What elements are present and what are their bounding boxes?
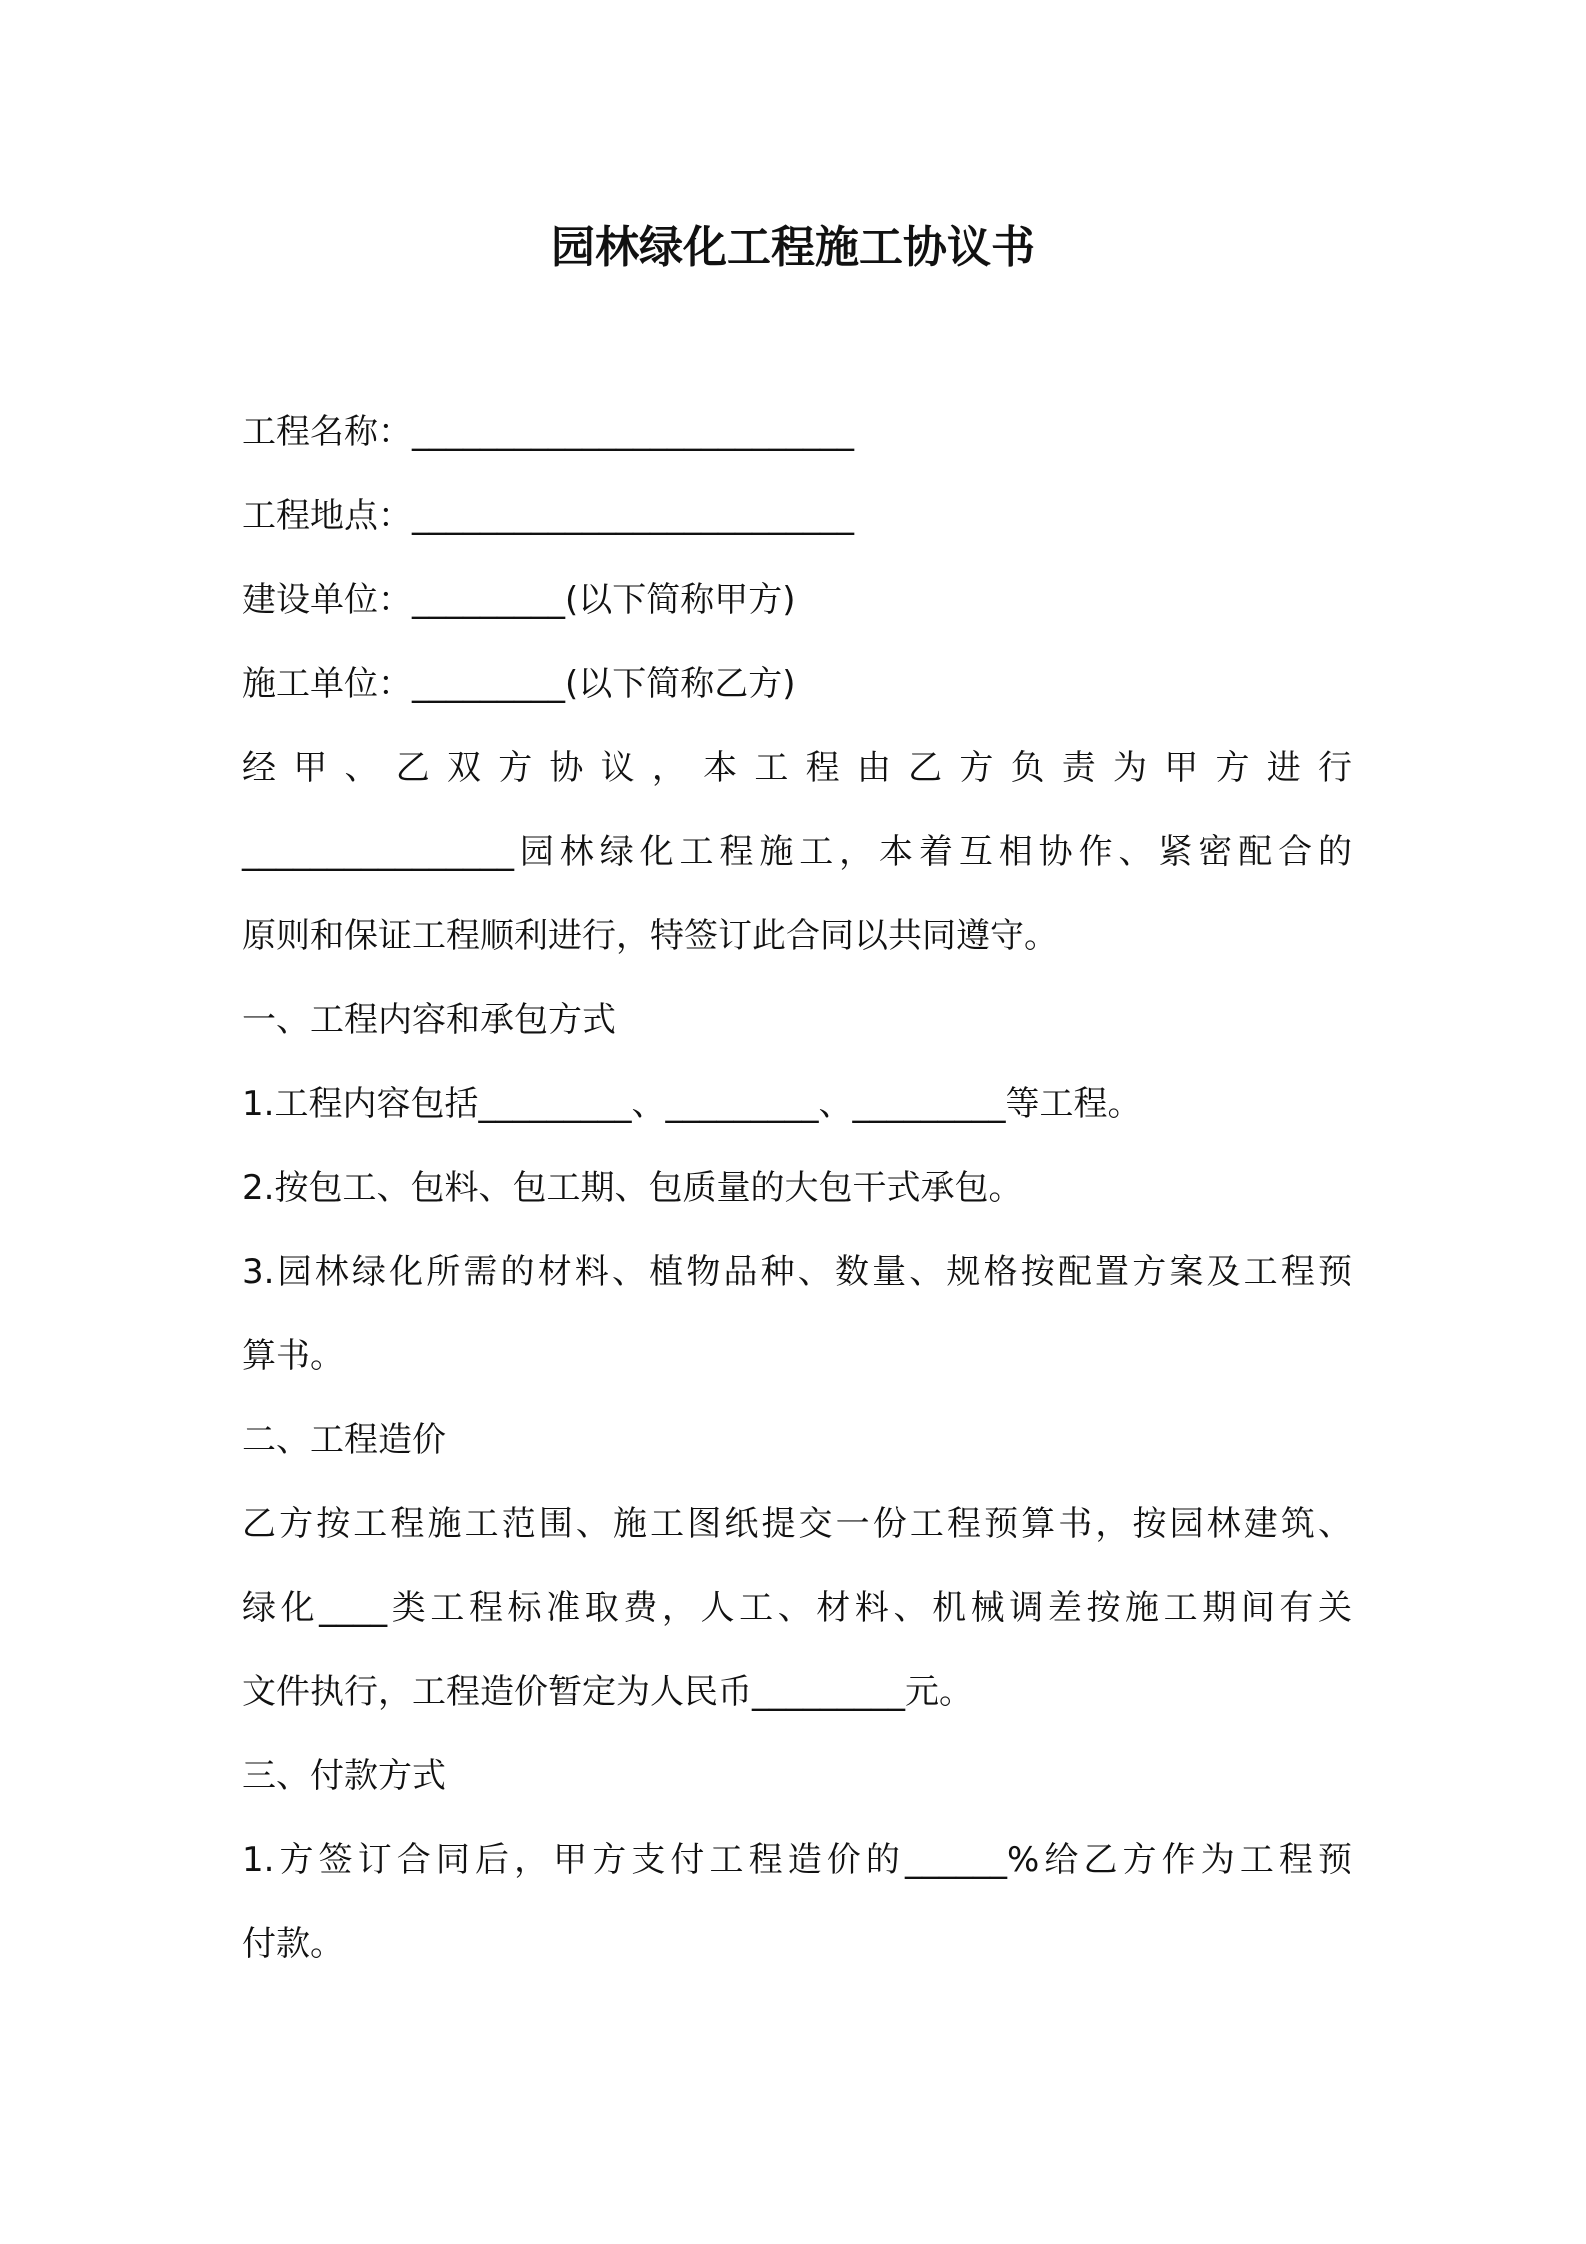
clause-3-1-line-2: 付款。 [242, 1924, 344, 1964]
document-title: 园林绿化工程施工协议书 [551, 222, 1035, 273]
clause-3-1-line-1: 1.方签订合同后，甲方支付工程造价的______%给乙方作为工程预 [242, 1840, 1352, 1880]
clause-2-line-2: 绿化____类工程标准取费，人工、材料、机械调差按施工期间有关 [242, 1588, 1352, 1628]
clause-2-line-1: 乙方按工程施工范围、施工图纸提交一份工程预算书，按园林建筑、 [242, 1504, 1352, 1544]
project-name-line: 工程名称：__________________________ [242, 412, 854, 452]
clause-1-1: 1.工程内容包括_________、_________、_________等工程。 [242, 1084, 1142, 1124]
clause-1-3-line-2: 算书。 [242, 1336, 344, 1376]
client-unit-line: 建设单位：_________(以下简称甲方) [242, 580, 796, 620]
section-heading-1: 一、工程内容和承包方式 [242, 1000, 616, 1040]
section-heading-2: 二、工程造价 [242, 1420, 446, 1460]
project-location-line: 工程地点：__________________________ [242, 496, 854, 536]
clause-2-line-3: 文件执行，工程造价暂定为人民币_________元。 [242, 1672, 973, 1712]
clause-1-2: 2.按包工、包料、包工期、包质量的大包干式承包。 [242, 1168, 1023, 1208]
clause-1-3-line-1: 3.园林绿化所需的材料、植物品种、数量、规格按配置方案及工程预 [242, 1252, 1352, 1292]
intro-paragraph-line-3: 原则和保证工程顺利进行，特签订此合同以共同遵守。 [242, 916, 1058, 956]
section-heading-3: 三、付款方式 [242, 1756, 446, 1796]
intro-paragraph-line-1: 经甲、乙双方协议，本工程由乙方负责为甲方进行 [242, 748, 1352, 788]
contractor-unit-line: 施工单位：_________(以下简称乙方) [242, 664, 796, 704]
intro-paragraph-line-2: ________________园林绿化工程施工，本着互相协作、紧密配合的 [242, 832, 1352, 872]
